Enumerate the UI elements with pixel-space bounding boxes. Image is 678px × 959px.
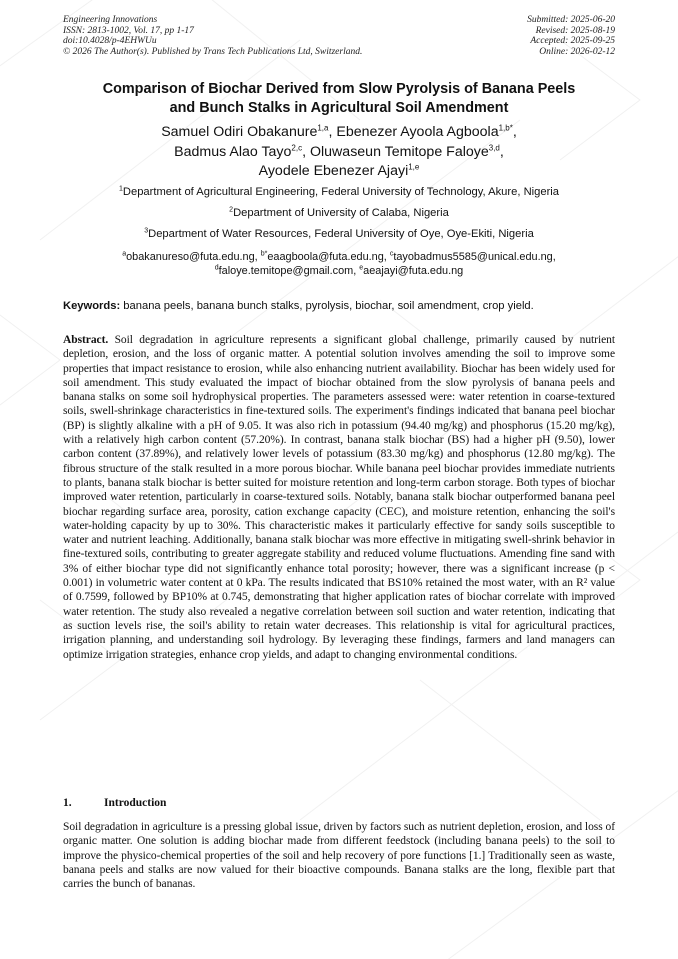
email-mark: e (359, 263, 364, 271)
email-link[interactable]: faloye.temitope@gmail.com, (218, 264, 360, 277)
abstract-label: Abstract. (63, 334, 109, 346)
author-name: Samuel Odiri Obakanure (161, 124, 318, 140)
introduction-paragraph: Soil degradation in agriculture is a pressing global issue, driven by factors such as nutrient depletion, erosion, and loss of organic matter. One solution is adding biochar made from different feedstock (including banana peels) to the soil to improve the physico-chemical properties of the soil and help recovery of pore functions [1.] Traditionally seen as waste, banana peels and stalks are now valued for their bioactive compounds. Banana stalks are the long, flexible part that carries the bunch of bananas. (63, 821, 615, 891)
abstract-text: Soil degradation in agriculture represents a significant global challenge, primarily caused by nutrient depletion, erosion, and the loss of organic matter. A potential solution involves amending the soil to improve some properties that impact resistance to erosion, while also enhancing nutrient availability. Biochar has been widely used for soil amendment. This study evaluated the impact of biochar obtained from the slow pyrolysis of banana peels and banana stalks on some soil hydrophysical properties. The parameters assessed were: water retention in coarse-textured soils, swell-shrinkage characteristics in fine-textured soils. The experiment's findings indicated that banana peel biochar (BP) is slightly alkaline with a pH of 9.05. It was also rich in potassium (94.40 mg/kg) and phosphorus (15.20 mg/kg), with a relatively high carbon content (57.20%). In contrast, banana stalk biochar (BS) had a higher pH (9.50), lower carbon content (37.89%), and relatively lower levels of potassium (83.30 mg/kg) and phosphorus (12.80 mg/kg). The fibrous structure of the stalk resulted in a more porous biochar. While banana peel biochar provides immediate nutrients to plants, banana stalk biochar is better suited for moisture retention and long-term carbon storage. Both types of biochar improved water retention, particularly in coarse-textured soils. Notably, banana stalk biochar outperformed banana peel biochar regarding surface area, porosity, cation exchange capacity (CEC), and moisture retention, enhancing the soil's water-holding capacity by up to 30%. This characteristic makes it particularly effective for sandy soils susceptible to water and nutrient leaching. Additionally, banana stalk biochar was more effective in mitigating swell-shrink behavior in fine-textured soils, contributing to greater aggregate stability and reduced volume fluctuations. Amending fine sand with 3% of either biochar type did not significantly enhance total porosity; however, there was a significant increase (p < 0.001) in volumetric water content at 0 kPa. The results indicated that BS10% retained the most water, with an R² value of 0.7599, followed by BP10% at 0.745, demonstrating that higher application rates of biochar correlate with improved water retention. The study also revealed a negative correlation between soil suction and water retention, indicating that as suction levels rise, the soil's ability to retain water decreases. This relationship is vital for agricultural practices, irrigation planning, and understanding soil hydrology. By leveraging these findings, farmers and land managers can optimize irrigation strategies, enhance crop yields, and adapt to changing environmental conditions. (63, 334, 615, 661)
email-list (63, 251, 615, 278)
author-line-3 (63, 162, 615, 182)
introduction-heading (63, 796, 615, 810)
title-line-2: and Bunch Stalks in Agricultural Soil Amendment (169, 100, 509, 116)
email-mark: a (122, 250, 127, 258)
online-date: Online: 2026-02-12 (539, 46, 615, 57)
affiliation-mark: 1 (118, 185, 123, 193)
email-line-2 (63, 265, 615, 279)
section-title: Introduction (104, 797, 167, 809)
author-line-2 (63, 143, 615, 163)
accepted-date: Accepted: 2025-09-25 (530, 36, 615, 47)
affiliation-item (63, 206, 615, 220)
author-line-1 (63, 123, 615, 143)
email-link[interactable]: tayobadmus5585@unical.edu.ng, (393, 251, 556, 263)
paper-title (63, 80, 615, 118)
email-mark: c (389, 250, 394, 258)
doi-link[interactable]: doi:10.4028/p-4EHWUu (63, 36, 157, 47)
section-number: 1. (63, 797, 72, 809)
author-separator: , (302, 143, 310, 160)
affiliation-list (63, 185, 615, 248)
submitted-date: Submitted: 2025-06-20 (527, 15, 615, 25)
keywords-label: Keywords: (63, 300, 121, 312)
author-affil-mark: 1,b* (498, 123, 513, 133)
author-name: Badmus Alao Tayo (174, 143, 292, 160)
email-mark: b* (260, 250, 268, 258)
author-separator: , (328, 124, 337, 140)
copyright-notice: © 2026 The Author(s). Published by Trans Tech Publications Ltd, Switzerland. (63, 46, 363, 57)
journal-info (63, 15, 362, 57)
author-affil-mark: 2,c (291, 142, 303, 152)
affiliation-mark: 3 (144, 227, 149, 235)
affiliation-text: Department of Water Resources, Federal University of Oye, Oye-Ekiti, Nigeria (148, 228, 534, 240)
affiliation-item (63, 185, 615, 199)
author-name: Ayodele Ebenezer Ajayi (258, 163, 409, 179)
author-separator: , (499, 143, 504, 160)
email-line-1 (63, 251, 615, 265)
journal-name: Engineering Innovations (63, 15, 158, 25)
publication-dates (527, 15, 615, 57)
author-affil-mark: 1,e (408, 162, 420, 172)
email-mark: d (214, 263, 219, 271)
author-affil-mark: 1,a (317, 123, 329, 133)
affiliation-mark: 2 (229, 206, 234, 214)
email-link[interactable]: obakanureso@futa.edu.ng, (126, 251, 261, 263)
email-link[interactable]: eaagboola@futa.edu.ng, (267, 251, 390, 263)
abstract-section (63, 333, 615, 662)
author-separator: , (512, 124, 517, 140)
author-list (63, 123, 615, 182)
author-name: Oluwaseun Temitope Faloye (309, 143, 489, 160)
author-affil-mark: 3,d (488, 142, 500, 152)
affiliation-text: Department of University of Calaba, Nigeria (233, 207, 449, 219)
title-line-1: Comparison of Biochar Derived from Slow Pyrolysis of Banana Peels (102, 81, 576, 97)
author-name: Ebenezer Ayoola Agboola (336, 124, 499, 140)
affiliation-item (63, 227, 615, 241)
email-link[interactable]: aeajayi@futa.edu.ng (363, 264, 464, 277)
revised-date: Revised: 2025-08-19 (535, 25, 615, 36)
journal-issn: ISSN: 2813-1002, Vol. 17, pp 1-17 (63, 25, 194, 36)
affiliation-text: Department of Agricultural Engineering, Federal University of Technology, Akure, Nigeria (122, 186, 560, 198)
keywords-text: banana peels, banana bunch stalks, pyrolysis, biochar, soil amendment, crop yield. (120, 300, 534, 312)
keywords-section (63, 299, 615, 313)
